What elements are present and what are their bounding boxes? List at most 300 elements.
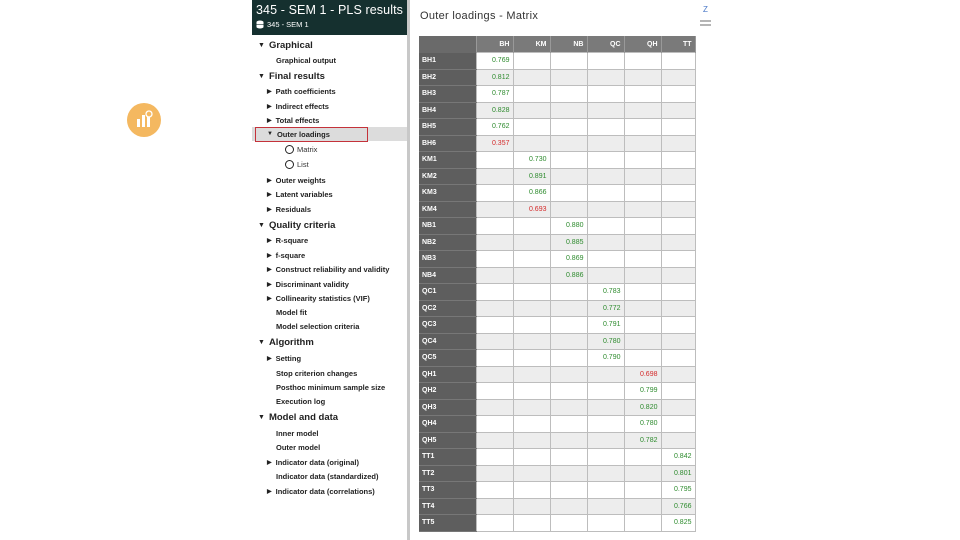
nav-item-inner-model[interactable]	[252, 426, 319, 440]
nav-label: Model selection criteria	[276, 321, 360, 331]
loading-value-cell: 0.693	[513, 201, 550, 218]
collapsed-caret-icon[interactable]: ▶	[267, 281, 272, 288]
empty-cell	[513, 53, 550, 70]
row-header: TT3	[419, 482, 476, 499]
empty-cell	[550, 53, 587, 70]
row-header: BH4	[419, 102, 476, 119]
empty-cell	[513, 102, 550, 119]
nav-item-outer-model[interactable]	[252, 440, 320, 454]
empty-cell	[513, 432, 550, 449]
empty-cell	[476, 267, 513, 284]
empty-cell	[513, 234, 550, 251]
empty-cell	[661, 119, 695, 136]
nav-label: Execution log	[276, 396, 326, 406]
nav-label: Quality criteria	[268, 219, 336, 231]
nav-item-total-effects[interactable]	[252, 113, 319, 127]
empty-cell	[624, 53, 661, 70]
empty-cell	[624, 284, 661, 301]
empty-cell	[661, 86, 695, 103]
nav-label: Final results	[268, 70, 325, 82]
empty-cell	[476, 498, 513, 515]
table-row	[419, 86, 695, 103]
empty-cell	[550, 449, 587, 466]
row-header: QC5	[419, 350, 476, 367]
nav-label: Model fit	[276, 307, 307, 317]
empty-cell	[550, 383, 587, 400]
empty-cell	[513, 515, 550, 532]
empty-cell	[587, 432, 624, 449]
loading-value-cell: 0.782	[624, 432, 661, 449]
collapsed-caret-icon[interactable]: ▶	[267, 237, 272, 244]
expanded-caret-icon[interactable]: ▼	[258, 221, 265, 229]
column-header[interactable]: NB	[550, 36, 587, 53]
nav-label: Indirect effects	[275, 101, 329, 111]
expanded-caret-icon[interactable]: ▼	[258, 338, 265, 346]
empty-cell	[476, 201, 513, 218]
collapsed-caret-icon[interactable]: ▶	[267, 88, 272, 95]
empty-cell	[587, 465, 624, 482]
row-header: BH1	[419, 53, 476, 70]
toolbar-edge-bar	[700, 24, 711, 26]
loading-value-cell: 0.795	[661, 482, 695, 499]
table-row	[419, 69, 695, 86]
table-row	[419, 53, 695, 70]
table-row	[419, 465, 695, 482]
empty-cell	[476, 185, 513, 202]
column-header[interactable]: TT	[661, 36, 695, 53]
table-row	[419, 185, 695, 202]
nav-label: Path coefficients	[275, 86, 336, 96]
empty-cell	[550, 119, 587, 136]
empty-cell	[550, 300, 587, 317]
empty-cell	[550, 168, 587, 185]
empty-cell	[476, 284, 513, 301]
nav-item-indicator-data-correlations[interactable]	[252, 484, 375, 498]
empty-cell	[476, 432, 513, 449]
empty-cell	[661, 432, 695, 449]
table-row	[419, 399, 695, 416]
empty-cell	[624, 350, 661, 367]
expanded-caret-icon[interactable]: ▼	[258, 413, 265, 421]
row-header: TT2	[419, 465, 476, 482]
row-header: NB4	[419, 267, 476, 284]
empty-cell	[624, 300, 661, 317]
loading-value-cell: 0.825	[661, 515, 695, 532]
nav-label: Discriminant validity	[275, 279, 349, 289]
table-row	[419, 201, 695, 218]
empty-cell	[661, 267, 695, 284]
loading-value-cell: 0.812	[476, 69, 513, 86]
view-title: Outer loadings - Matrix	[420, 10, 539, 22]
empty-cell	[587, 267, 624, 284]
empty-cell	[513, 69, 550, 86]
column-header[interactable]: BH	[476, 36, 513, 53]
empty-cell	[476, 333, 513, 350]
empty-cell	[587, 482, 624, 499]
empty-cell	[550, 366, 587, 383]
loading-value-cell: 0.787	[476, 86, 513, 103]
collapsed-caret-icon[interactable]: ▶	[267, 206, 272, 213]
loading-value-cell: 0.766	[661, 498, 695, 515]
empty-cell	[513, 383, 550, 400]
empty-cell	[587, 383, 624, 400]
empty-cell	[550, 515, 587, 532]
empty-cell	[587, 234, 624, 251]
table-row	[419, 383, 695, 400]
empty-cell	[513, 333, 550, 350]
empty-cell	[587, 416, 624, 433]
empty-cell	[476, 515, 513, 532]
nav-item-outer-weights[interactable]	[252, 173, 326, 187]
radio-circle-icon[interactable]	[285, 160, 294, 169]
nav-label: Setting	[275, 353, 302, 363]
empty-cell	[513, 119, 550, 136]
expanded-caret-icon[interactable]: ▼	[258, 41, 265, 49]
empty-cell	[550, 135, 587, 152]
collapsed-caret-icon[interactable]: ▶	[267, 117, 272, 124]
nav-label: Construct reliability and validity	[275, 264, 390, 274]
loading-value-cell: 0.891	[513, 168, 550, 185]
loading-value-cell: 0.820	[624, 399, 661, 416]
table-row	[419, 333, 695, 350]
radio-list[interactable]	[252, 157, 309, 171]
loading-value-cell: 0.780	[587, 333, 624, 350]
empty-cell	[513, 218, 550, 235]
nav-item-graphical[interactable]	[252, 38, 313, 52]
nav-item-posthoc-minimum-sample-size[interactable]	[252, 380, 385, 394]
nav-label: Model and data	[268, 411, 339, 423]
loading-value-cell: 0.869	[550, 251, 587, 268]
project-name: 345 - SEM 1	[267, 20, 309, 29]
row-header: NB1	[419, 218, 476, 235]
loading-value-cell: 0.880	[550, 218, 587, 235]
row-header: BH5	[419, 119, 476, 136]
column-header[interactable]: KM	[513, 36, 550, 53]
row-header: QH2	[419, 383, 476, 400]
empty-cell	[513, 267, 550, 284]
collapsed-caret-icon[interactable]: ▶	[267, 488, 272, 495]
nav-item-model-selection-criteria[interactable]	[252, 319, 359, 333]
loading-value-cell: 0.772	[587, 300, 624, 317]
empty-cell	[661, 152, 695, 169]
empty-cell	[513, 482, 550, 499]
nav-item-residuals[interactable]	[252, 202, 311, 216]
empty-cell	[550, 399, 587, 416]
empty-cell	[476, 317, 513, 334]
empty-cell	[476, 218, 513, 235]
empty-cell	[624, 168, 661, 185]
empty-cell	[513, 86, 550, 103]
empty-cell	[624, 185, 661, 202]
loading-value-cell: 0.828	[476, 102, 513, 119]
empty-cell	[587, 399, 624, 416]
table-row	[419, 515, 695, 532]
table-row	[419, 135, 695, 152]
nav-item-indirect-effects[interactable]	[252, 99, 329, 113]
empty-cell	[550, 102, 587, 119]
loading-value-cell: 0.801	[661, 465, 695, 482]
nav-label: Stop criterion changes	[276, 368, 358, 378]
table-row	[419, 449, 695, 466]
nav-item-discriminant-validity[interactable]	[252, 277, 349, 291]
empty-cell	[661, 366, 695, 383]
selection-outline	[255, 127, 368, 142]
expanded-caret-icon[interactable]: ▼	[267, 131, 273, 137]
empty-cell	[587, 366, 624, 383]
column-header[interactable]: QC	[587, 36, 624, 53]
nav-label: Graphical	[268, 39, 313, 51]
row-header: BH2	[419, 69, 476, 86]
nav-item-setting[interactable]	[252, 351, 301, 365]
empty-cell	[661, 416, 695, 433]
collapsed-caret-icon[interactable]: ▶	[267, 252, 272, 259]
collapsed-caret-icon[interactable]: ▶	[267, 295, 272, 302]
matrix-header-row	[419, 36, 695, 53]
empty-cell	[624, 234, 661, 251]
nav-label: Inner model	[276, 428, 319, 438]
empty-cell	[624, 465, 661, 482]
table-row	[419, 317, 695, 334]
empty-cell	[587, 135, 624, 152]
loading-value-cell: 0.762	[476, 119, 513, 136]
empty-cell	[624, 449, 661, 466]
loading-value-cell: 0.842	[661, 449, 695, 466]
empty-cell	[513, 284, 550, 301]
empty-cell	[661, 251, 695, 268]
row-header: QC3	[419, 317, 476, 334]
nav-label: List	[297, 159, 309, 169]
nav-item-stop-criterion-changes[interactable]	[252, 366, 357, 380]
empty-cell	[661, 300, 695, 317]
collapsed-caret-icon[interactable]: ▶	[267, 459, 272, 466]
empty-cell	[550, 317, 587, 334]
empty-cell	[587, 53, 624, 70]
empty-cell	[661, 234, 695, 251]
empty-cell	[587, 251, 624, 268]
empty-cell	[661, 53, 695, 70]
empty-cell	[476, 449, 513, 466]
row-header: QH3	[419, 399, 476, 416]
table-row	[419, 416, 695, 433]
nav-label: Graphical output	[276, 55, 336, 65]
loading-value-cell: 0.790	[587, 350, 624, 367]
row-header: KM2	[419, 168, 476, 185]
nav-item-graphical-output[interactable]	[252, 53, 336, 67]
row-header: QC1	[419, 284, 476, 301]
nav-item-indicator-data-standardized[interactable]	[252, 469, 379, 483]
table-row	[419, 267, 695, 284]
empty-cell	[513, 317, 550, 334]
loading-value-cell: 0.799	[624, 383, 661, 400]
nav-label: Outer weights	[275, 175, 326, 185]
toolbar-edge-bar	[700, 20, 711, 22]
row-header: BH6	[419, 135, 476, 152]
nav-label: Residuals	[275, 204, 312, 214]
row-header: QH5	[419, 432, 476, 449]
empty-cell	[513, 465, 550, 482]
empty-cell	[624, 86, 661, 103]
empty-cell	[550, 69, 587, 86]
column-header[interactable]: QH	[624, 36, 661, 53]
nav-label: Total effects	[275, 115, 320, 125]
nav-item-collinearity-statistics-vif[interactable]	[252, 291, 370, 305]
empty-cell	[661, 102, 695, 119]
empty-cell	[476, 465, 513, 482]
empty-cell	[550, 152, 587, 169]
empty-cell	[624, 69, 661, 86]
empty-cell	[550, 333, 587, 350]
empty-cell	[550, 201, 587, 218]
empty-cell	[587, 218, 624, 235]
row-header: KM4	[419, 201, 476, 218]
empty-cell	[624, 201, 661, 218]
loading-value-cell: 0.769	[476, 53, 513, 70]
nav-label: Matrix	[297, 144, 318, 154]
nav-item-construct-reliability-and-validity[interactable]	[252, 262, 389, 276]
collapsed-caret-icon[interactable]: ▶	[267, 266, 272, 273]
nav-label: Latent variables	[275, 189, 333, 199]
nav-label: Outer model	[276, 442, 321, 452]
empty-cell	[587, 515, 624, 532]
empty-cell	[587, 102, 624, 119]
empty-cell	[513, 399, 550, 416]
empty-cell	[476, 152, 513, 169]
row-header: NB2	[419, 234, 476, 251]
empty-cell	[624, 251, 661, 268]
table-row	[419, 119, 695, 136]
nav-item-latent-variables[interactable]	[252, 187, 333, 201]
empty-cell	[476, 350, 513, 367]
nav-label: f-square	[275, 250, 306, 260]
empty-cell	[550, 416, 587, 433]
nav-item-indicator-data-original[interactable]	[252, 455, 359, 469]
empty-cell	[624, 135, 661, 152]
table-row	[419, 102, 695, 119]
empty-cell	[476, 300, 513, 317]
empty-cell	[587, 86, 624, 103]
empty-cell	[513, 449, 550, 466]
table-row	[419, 152, 695, 169]
empty-cell	[661, 185, 695, 202]
empty-cell	[513, 251, 550, 268]
nav-item-quality-criteria[interactable]	[252, 218, 335, 232]
empty-cell	[513, 300, 550, 317]
collapsed-caret-icon[interactable]: ▶	[267, 191, 272, 198]
app-logo-icon	[127, 103, 161, 137]
empty-cell	[624, 333, 661, 350]
row-header: NB3	[419, 251, 476, 268]
row-header: TT5	[419, 515, 476, 532]
results-view	[411, 0, 711, 540]
empty-cell	[513, 498, 550, 515]
empty-cell	[476, 416, 513, 433]
collapsed-caret-icon[interactable]: ▶	[267, 177, 272, 184]
nav-item-final-results[interactable]	[252, 69, 325, 83]
row-header: QC4	[419, 333, 476, 350]
table-row	[419, 251, 695, 268]
nav-item-f-square[interactable]	[252, 248, 305, 262]
row-header: TT4	[419, 498, 476, 515]
empty-cell	[587, 119, 624, 136]
nav-label: Posthoc minimum sample size	[276, 382, 386, 392]
empty-cell	[550, 284, 587, 301]
table-row	[419, 218, 695, 235]
empty-cell	[587, 449, 624, 466]
empty-cell	[624, 152, 661, 169]
panel-title: 345 - SEM 1 - PLS results	[256, 3, 404, 17]
empty-cell	[587, 185, 624, 202]
nav-item-model-fit[interactable]	[252, 305, 307, 319]
row-header: QH4	[419, 416, 476, 433]
loading-value-cell: 0.783	[587, 284, 624, 301]
empty-cell	[661, 69, 695, 86]
radio-circle-icon[interactable]	[285, 145, 294, 154]
empty-cell	[550, 185, 587, 202]
nav-label: R-square	[275, 235, 309, 245]
empty-cell	[476, 168, 513, 185]
empty-cell	[587, 201, 624, 218]
nav-item-model-and-data[interactable]	[252, 410, 338, 424]
empty-cell	[476, 482, 513, 499]
empty-cell	[476, 399, 513, 416]
radio-matrix[interactable]	[252, 142, 317, 156]
toolbar-edge-glyph[interactable]: Z	[703, 5, 708, 14]
empty-cell	[513, 135, 550, 152]
empty-cell	[624, 498, 661, 515]
empty-cell	[661, 135, 695, 152]
loading-value-cell: 0.791	[587, 317, 624, 334]
empty-cell	[550, 350, 587, 367]
empty-cell	[587, 152, 624, 169]
empty-cell	[550, 465, 587, 482]
nav-label: Algorithm	[268, 336, 314, 348]
nav-item-r-square[interactable]	[252, 233, 308, 247]
row-header: QH1	[419, 366, 476, 383]
results-navigator	[252, 0, 410, 540]
nav-item-algorithm[interactable]	[252, 335, 314, 349]
outer-loadings-matrix	[419, 36, 696, 532]
nav-item-path-coefficients[interactable]	[252, 84, 336, 98]
empty-cell	[661, 218, 695, 235]
nav-label: Indicator data (standardized)	[276, 471, 379, 481]
table-row	[419, 366, 695, 383]
database-icon	[256, 20, 264, 29]
empty-cell	[624, 119, 661, 136]
collapsed-caret-icon[interactable]: ▶	[267, 355, 272, 362]
loading-value-cell: 0.780	[624, 416, 661, 433]
empty-cell	[550, 432, 587, 449]
empty-cell	[476, 383, 513, 400]
nav-label: Collinearity statistics (VIF)	[275, 293, 370, 303]
loading-value-cell: 0.866	[513, 185, 550, 202]
expanded-caret-icon[interactable]: ▼	[258, 72, 265, 80]
empty-cell	[661, 284, 695, 301]
row-header: KM1	[419, 152, 476, 169]
loading-value-cell: 0.698	[624, 366, 661, 383]
empty-cell	[661, 399, 695, 416]
table-row	[419, 234, 695, 251]
collapsed-caret-icon[interactable]: ▶	[267, 103, 272, 110]
empty-cell	[661, 201, 695, 218]
nav-item-execution-log[interactable]	[252, 394, 325, 408]
loading-value-cell: 0.885	[550, 234, 587, 251]
empty-cell	[661, 168, 695, 185]
empty-cell	[587, 69, 624, 86]
table-row	[419, 168, 695, 185]
empty-cell	[587, 498, 624, 515]
empty-cell	[624, 218, 661, 235]
panel-subtitle	[256, 20, 407, 29]
